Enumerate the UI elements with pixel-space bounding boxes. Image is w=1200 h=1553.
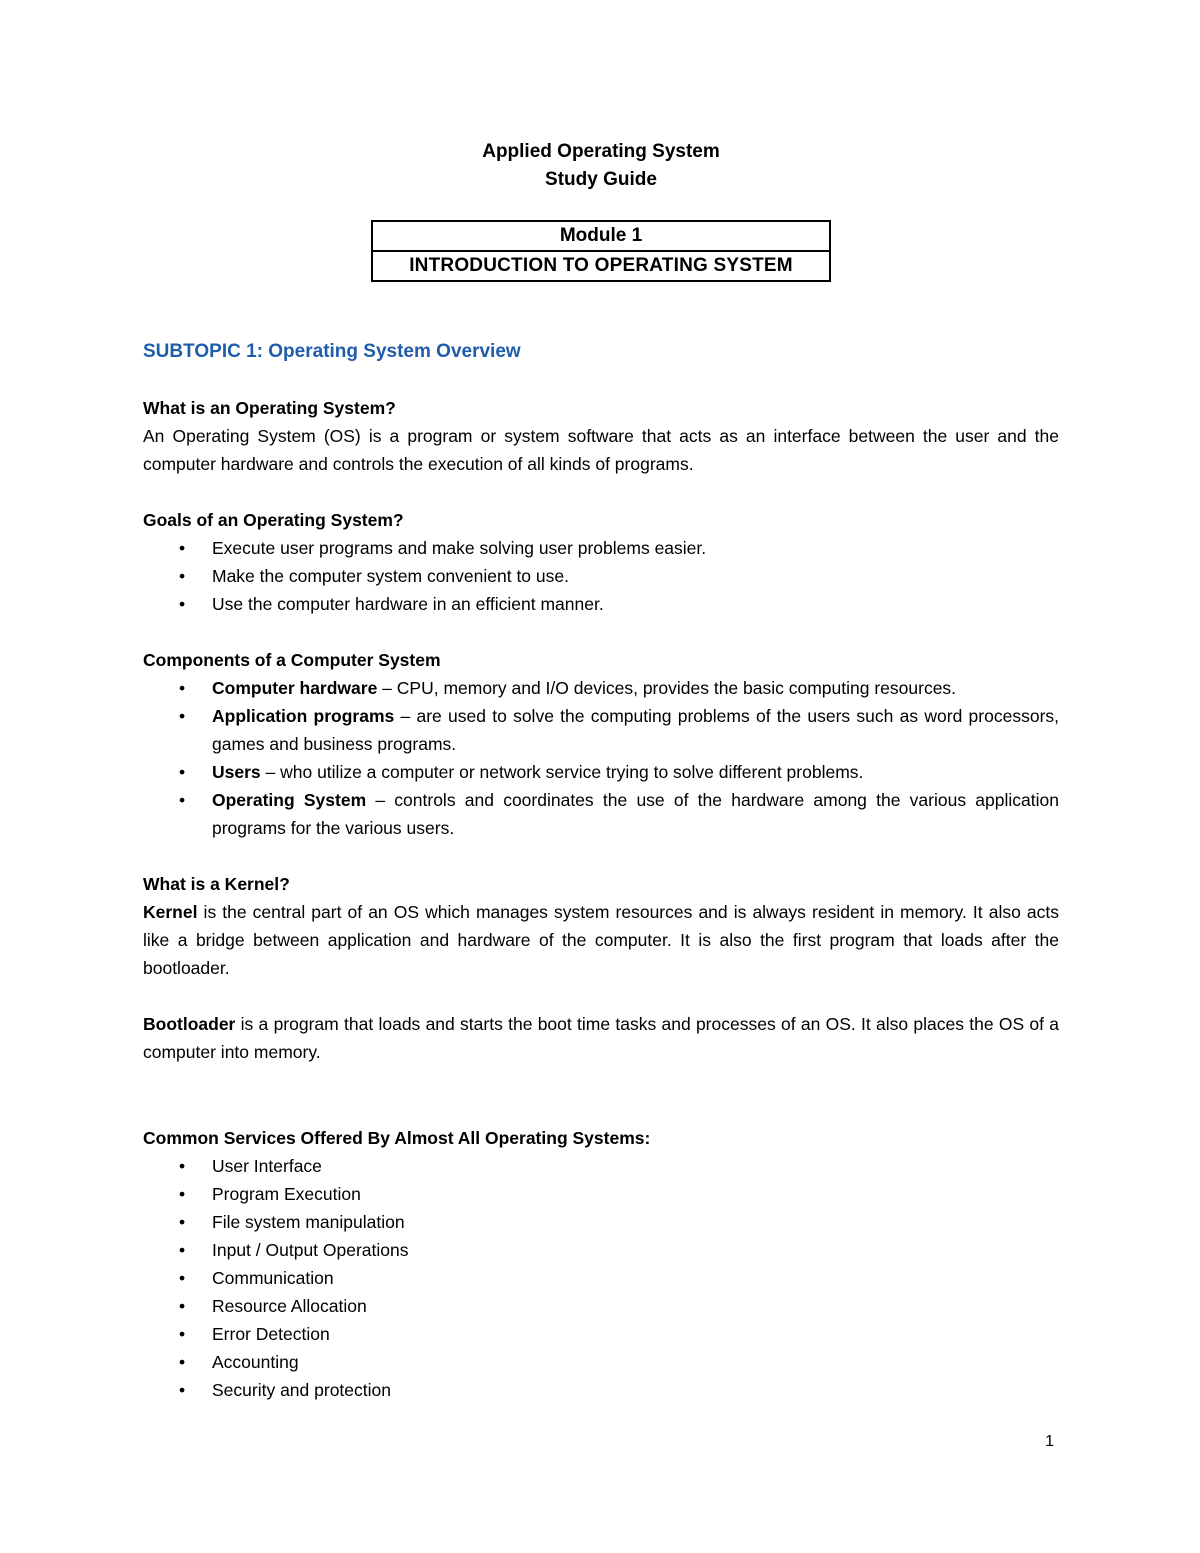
section-heading-components: Components of a Computer System [143, 650, 441, 670]
list-item: • Accounting [212, 1348, 1059, 1376]
term-definition: – CPU, memory and I/O devices, provides the basic computing resources. [377, 678, 957, 698]
section-heading-services: Common Services Offered By Almost All Operating Systems: [143, 1128, 651, 1148]
document-title-line1: Applied Operating System [482, 141, 720, 162]
paragraph-what-is-os: An Operating System (OS) is a program or system software that acts as an interface between the user and the computer hardware and controls the execution of all kinds of programs. [143, 426, 1059, 474]
list-item: • Communication [212, 1264, 1059, 1292]
term-computer-hardware: Computer hardware [212, 678, 378, 698]
term-definition: – controls and coordinates the use of the hardware among the various application programs for the various users. [212, 790, 1059, 838]
term-definition: is the central part of an OS which manages system resources and is always resident in memory. It also acts like a bridge between application and hardware of the computer. It is also the first program that loads after the bootloader. [143, 902, 1059, 978]
term-definition: is a program that loads and starts the boot time tasks and processes of an OS. It also places the OS of a computer into memory. [143, 1014, 1059, 1062]
term-application-programs: Application programs [212, 706, 395, 726]
term-bootloader: Bootloader [143, 1014, 236, 1034]
section-heading-goals: Goals of an Operating System? [143, 510, 404, 530]
list-item: • Program Execution [212, 1180, 1059, 1208]
term-operating-system: Operating System [212, 790, 367, 810]
list-item [212, 758, 1059, 786]
list-item: • User Interface [212, 1152, 1059, 1180]
subtopic-heading: SUBTOPIC 1: Operating System Overview [143, 341, 521, 362]
list-item: • Use the computer hardware in an efficient manner. [212, 590, 1059, 618]
paragraph-kernel [143, 898, 1059, 982]
module-title: INTRODUCTION TO OPERATING SYSTEM [409, 255, 793, 276]
goals-list [143, 534, 1059, 618]
paragraph-bootloader [143, 1010, 1059, 1066]
document-title-line2: Study Guide [545, 169, 657, 190]
list-item [212, 674, 1059, 702]
section-heading-kernel: What is a Kernel? [143, 874, 290, 894]
module-title-box [371, 220, 831, 282]
list-item [212, 786, 1059, 842]
list-item: • Execute user programs and make solving user problems easier. [212, 534, 1059, 562]
list-item: • File system manipulation [212, 1208, 1059, 1236]
page-number: 1 [1045, 1433, 1054, 1450]
term-definition: – are used to solve the computing problems of the users such as word processors, games and business programs. [212, 706, 1060, 754]
term-definition: – who utilize a computer or network service trying to solve different problems. [260, 762, 864, 782]
list-item: • Make the computer system convenient to use. [212, 562, 1059, 590]
section-heading-what-is-os: What is an Operating System? [143, 398, 396, 418]
components-list [143, 674, 1059, 842]
term-users: Users [212, 762, 261, 782]
module-number: Module 1 [373, 222, 829, 252]
term-kernel: Kernel [143, 902, 198, 922]
list-item: • Security and protection [212, 1376, 1059, 1404]
list-item: • Resource Allocation [212, 1292, 1059, 1320]
document-content [143, 138, 1059, 1404]
services-list [143, 1152, 1059, 1404]
list-item: • Error Detection [212, 1320, 1059, 1348]
list-item [212, 702, 1059, 758]
list-item: • Input / Output Operations [212, 1236, 1059, 1264]
